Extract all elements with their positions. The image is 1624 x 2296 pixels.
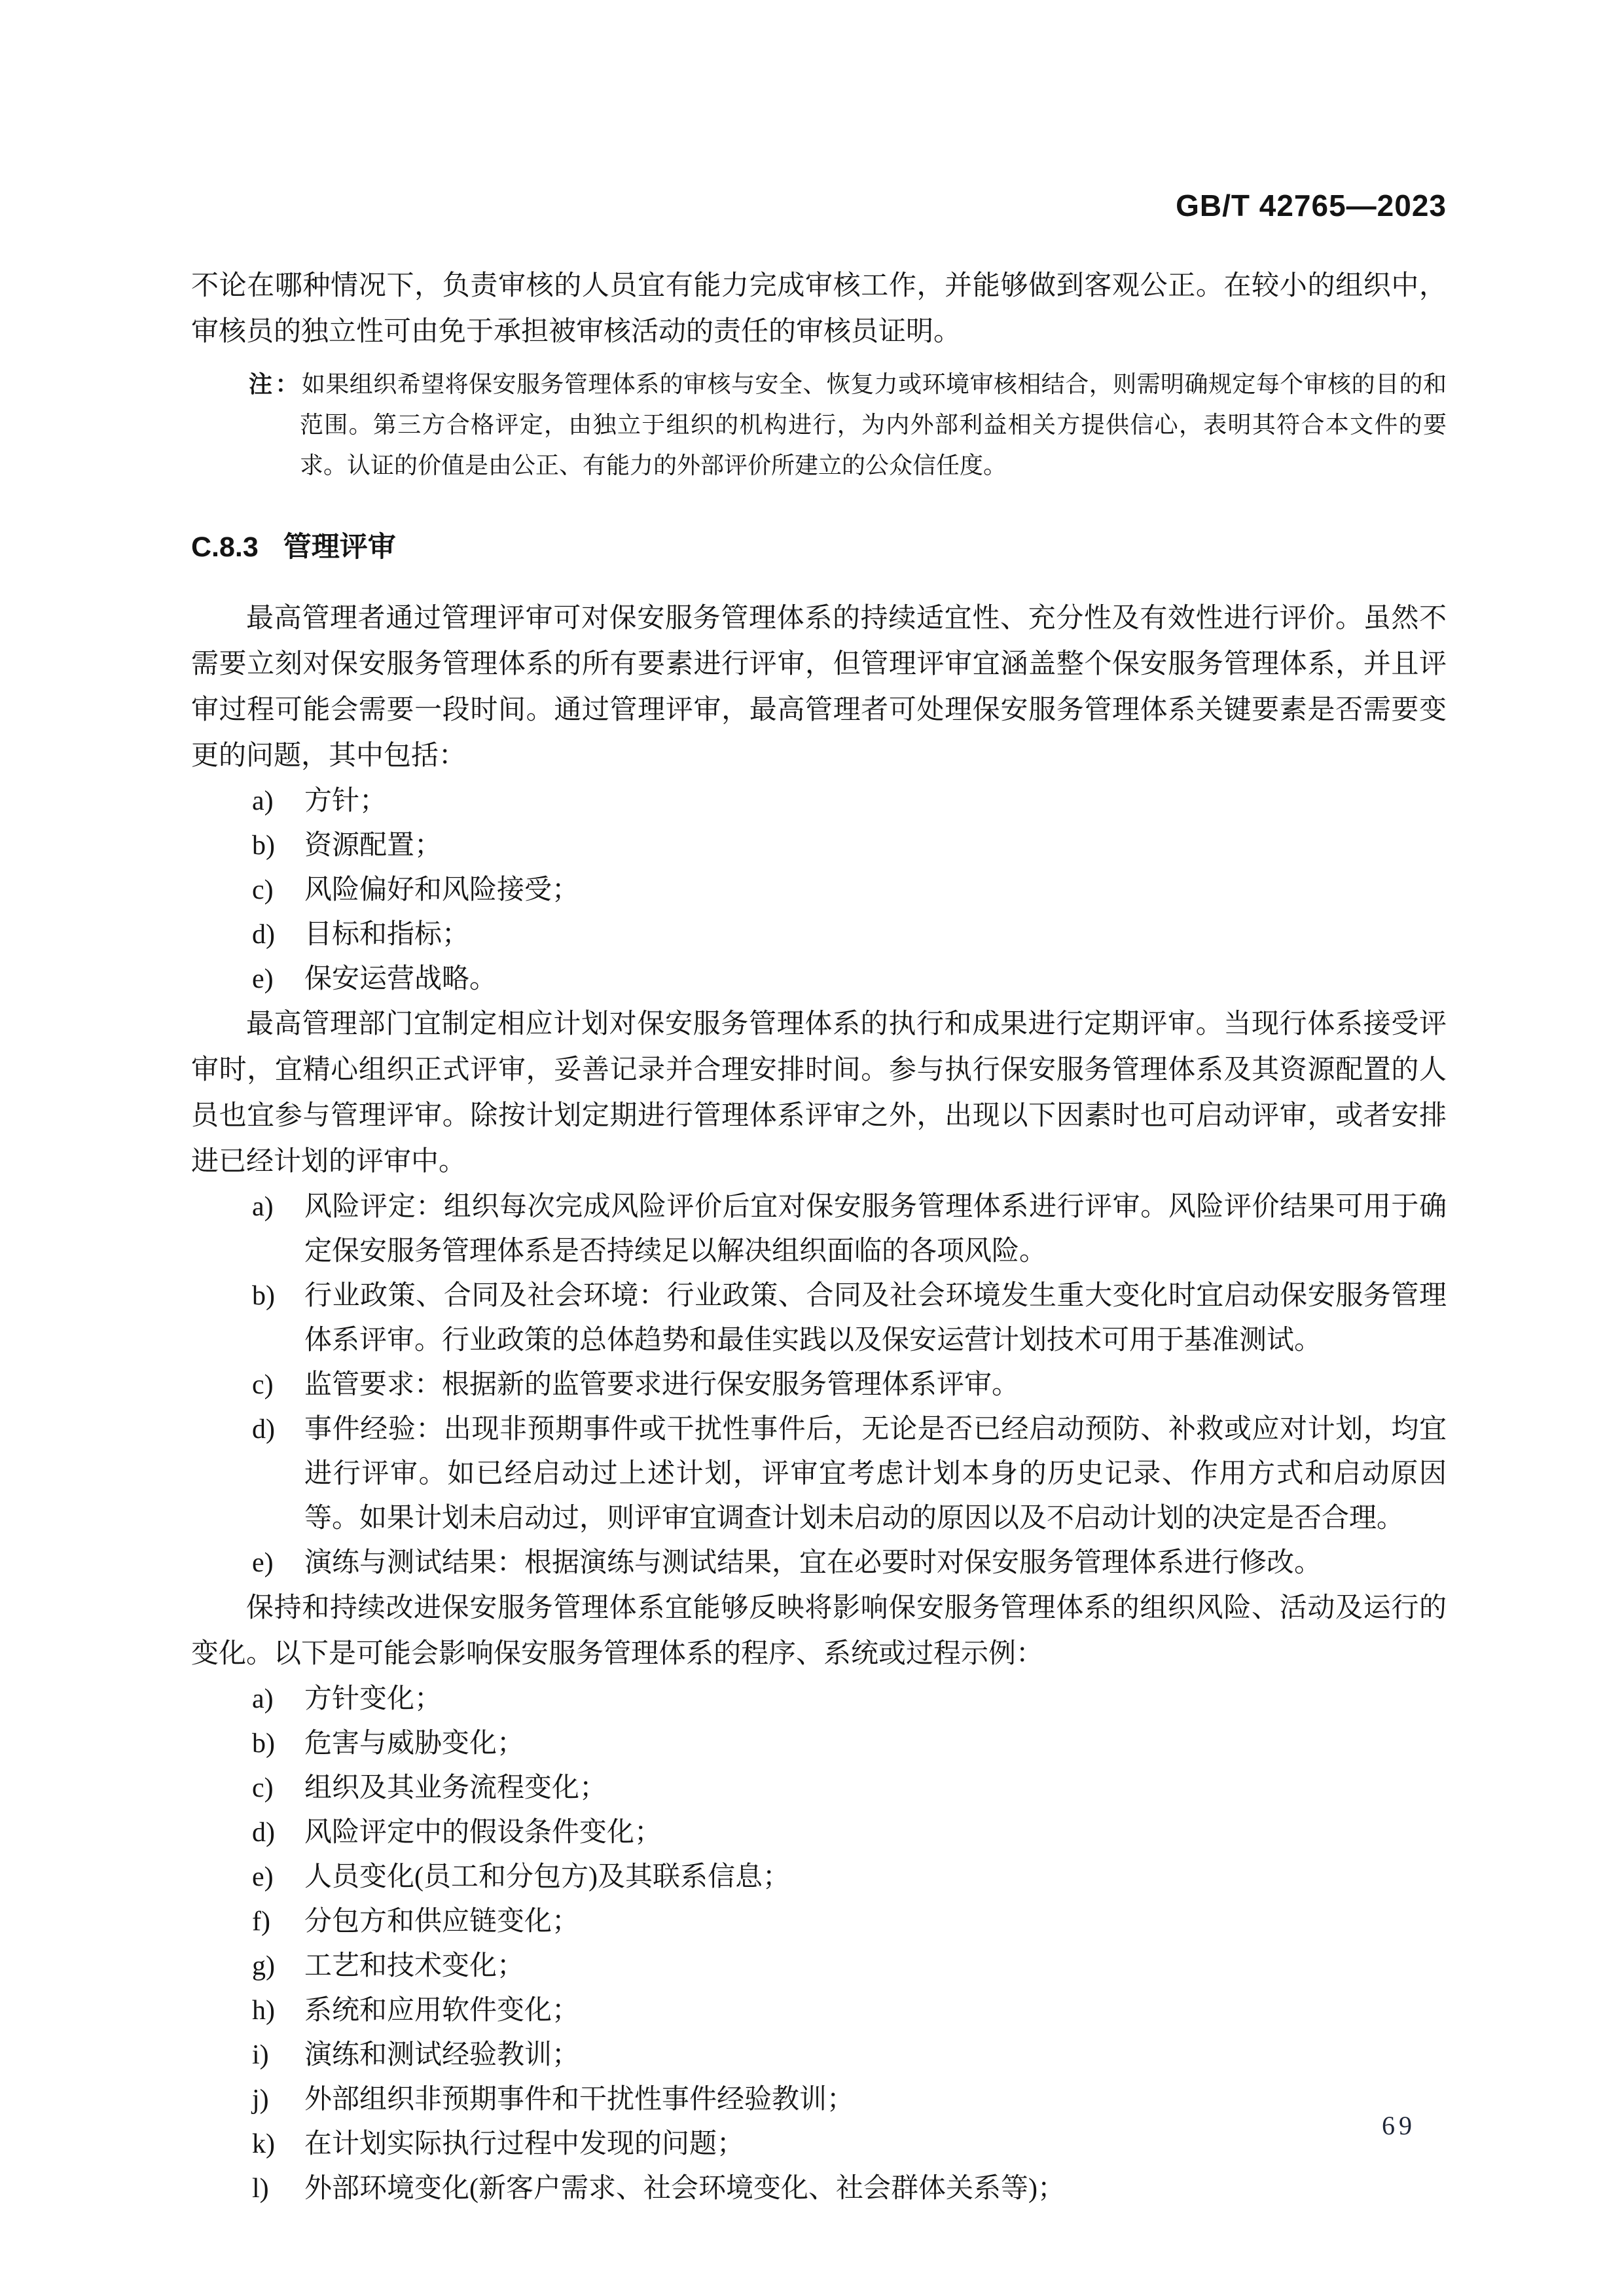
list-item (252, 1944, 1447, 1988)
list-item-label: f) (252, 1907, 270, 1937)
list-item-label: c) (252, 875, 274, 905)
list-item-label: b) (252, 1729, 275, 1759)
list-item-text: 工艺和技术变化； (304, 1951, 525, 1981)
list-item-text: 行业政策、合同及社会环境：行业政策、合同及社会环境发生重大变化时宜启动保安服务管理体系评审。行业政策的总体趋势和最佳实践以及保安运营计划技术可用于基准测试。 (304, 1281, 1447, 1355)
list-item (252, 912, 1447, 957)
list-item (252, 823, 1447, 868)
list-item-label: l) (252, 2174, 269, 2204)
list-item (252, 1274, 1447, 1363)
list-item-text: 外部环境变化(新客户需求、社会环境变化、社会群体关系等)； (304, 2174, 1065, 2204)
list-item-label: b) (252, 831, 275, 861)
list-item (252, 2033, 1447, 2077)
note-block (249, 364, 1447, 486)
list-item-text: 系统和应用软件变化； (304, 1996, 580, 2026)
list-item (252, 1899, 1447, 1944)
list-item-label: b) (252, 1281, 275, 1311)
page-content (191, 188, 1447, 2211)
list-item (252, 1407, 1447, 1541)
list-item (252, 2166, 1447, 2211)
list-item-label: g) (252, 1951, 275, 1981)
list-item (252, 1766, 1447, 1810)
list-item-text: 保安运营战略。 (304, 964, 497, 994)
list-item (252, 1541, 1447, 1585)
list-item-label: e) (252, 964, 274, 994)
list-item (252, 868, 1447, 912)
list-item-text: 分包方和供应链变化； (304, 1907, 580, 1937)
list-item-text: 监管要求：根据新的监管要求进行保安服务管理体系评审。 (304, 1370, 1020, 1400)
list-item-text: 外部组织非预期事件和干扰性事件经验教训； (304, 2085, 855, 2115)
list-item-label: j) (252, 2085, 269, 2115)
paragraph-review-planning: 最高管理部门宜制定相应计划对保安服务管理体系的执行和成果进行定期评审。当现行体系接受评审时，宜精心组织正式评审，妥善记录并合理安排时间。参与执行保安服务管理体系及其资源配置的人员也宜参与管理评审。除按计划定期进行管理体系评审之外，出现以下因素时也可启动评审，或者安排进已经计划的评审中。 (191, 1009, 1447, 1177)
list-item-label: a) (252, 1192, 274, 1222)
list-item-text: 方针； (304, 786, 388, 816)
note-text: 如果组织希望将保安服务管理体系的审核与安全、恢复力或环境审核相结合，则需明确规定每个审核的目的和范围。第三方合格评定，由独立于组织的机构进行，为内外部利益相关方提供信心，表明其符合本文件的要求。认证的价值是由公正、有能力的外部评价所建立的公众信任度。 (300, 371, 1447, 478)
paragraph-continual-improvement: 保持和持续改进保安服务管理体系宜能够反映将影响保安服务管理体系的组织风险、活动及运行的变化。以下是可能会影响保安服务管理体系的程序、系统或过程示例： (191, 1593, 1447, 1669)
list-item-text: 风险偏好和风险接受； (304, 875, 580, 905)
list-item-text: 方针变化； (304, 1684, 442, 1714)
list-item (252, 1677, 1447, 1721)
paragraph-audit-continuation: 不论在哪种情况下，负责审核的人员宜有能力完成审核工作，并能够做到客观公正。在较小的组织中，审核员的独立性可由免于承担被审核活动的责任的审核员证明。 (191, 271, 1447, 347)
list-review-elements (252, 779, 1447, 1001)
list-review-triggers (252, 1185, 1447, 1585)
list-item-label: a) (252, 1684, 274, 1714)
list-item-text: 在计划实际执行过程中发现的问题； (304, 2129, 745, 2159)
list-item-text: 资源配置； (304, 831, 442, 861)
list-item-label: c) (252, 1370, 274, 1400)
list-item-text: 人员变化(员工和分包方)及其联系信息； (304, 1862, 790, 1892)
list-item (252, 957, 1447, 1001)
section-number: C.8.3 (191, 531, 259, 563)
list-item-label: i) (252, 2040, 269, 2070)
list-item-label: a) (252, 786, 274, 816)
section-heading (191, 529, 1447, 565)
list-item (252, 1810, 1447, 1855)
list-item (252, 2122, 1447, 2166)
list-item (252, 1185, 1447, 1274)
page-number: 69 (1382, 2111, 1416, 2140)
list-item-label: k) (252, 2129, 275, 2159)
list-item (252, 779, 1447, 823)
paragraph-management-review-intro: 最高管理者通过管理评审可对保安服务管理体系的持续适宜性、充分性及有效性进行评价。虽然不需要立刻对保安服务管理体系的所有要素进行评审，但管理评审宜涵盖整个保安服务管理体系，并且评审过程可能会需要一段时间。通过管理评审，最高管理者可处理保安服务管理体系关键要素是否需要变更的问题，其中包括： (191, 603, 1447, 771)
list-item (252, 1855, 1447, 1899)
section-title: 管理评审 (283, 531, 396, 563)
list-item-label: e) (252, 1548, 274, 1578)
list-item (252, 1721, 1447, 1766)
list-item-text: 风险评定中的假设条件变化； (304, 1818, 662, 1848)
list-item-text: 演练和测试经验教训； (304, 2040, 580, 2070)
list-item-text: 演练与测试结果：根据演练与测试结果，宜在必要时对保安服务管理体系进行修改。 (304, 1548, 1322, 1578)
note-label: 注： (249, 371, 302, 397)
list-item (252, 2077, 1447, 2122)
list-item-text: 事件经验：出现非预期事件或干扰性事件后，无论是否已经启动预防、补救或应对计划，均宜进行评审。如已经启动过上述计划，评审宜考虑计划本身的历史记录、作用方式和启动原因等。如果计划未启动过，则评审宜调查计划未启动的原因以及不启动计划的决定是否合理。 (304, 1414, 1447, 1534)
list-item-label: d) (252, 1818, 275, 1848)
list-item (252, 1988, 1447, 2033)
standard-number-header: GB/T 42765—2023 (1176, 188, 1447, 223)
list-item-label: d) (252, 1414, 275, 1444)
list-item-text: 风险评定：组织每次完成风险评价后宜对保安服务管理体系进行评审。风险评价结果可用于确定保安服务管理体系是否持续足以解决组织面临的各项风险。 (304, 1192, 1447, 1266)
list-item-label: c) (252, 1773, 274, 1803)
list-item-label: d) (252, 920, 275, 950)
list-item-text: 目标和指标； (304, 920, 470, 950)
list-change-examples (252, 1677, 1447, 2211)
list-item-label: e) (252, 1862, 274, 1892)
list-item-label: h) (252, 1996, 275, 2026)
list-item (252, 1363, 1447, 1407)
list-item-text: 危害与威胁变化； (304, 1729, 525, 1759)
list-item-text: 组织及其业务流程变化； (304, 1773, 607, 1803)
